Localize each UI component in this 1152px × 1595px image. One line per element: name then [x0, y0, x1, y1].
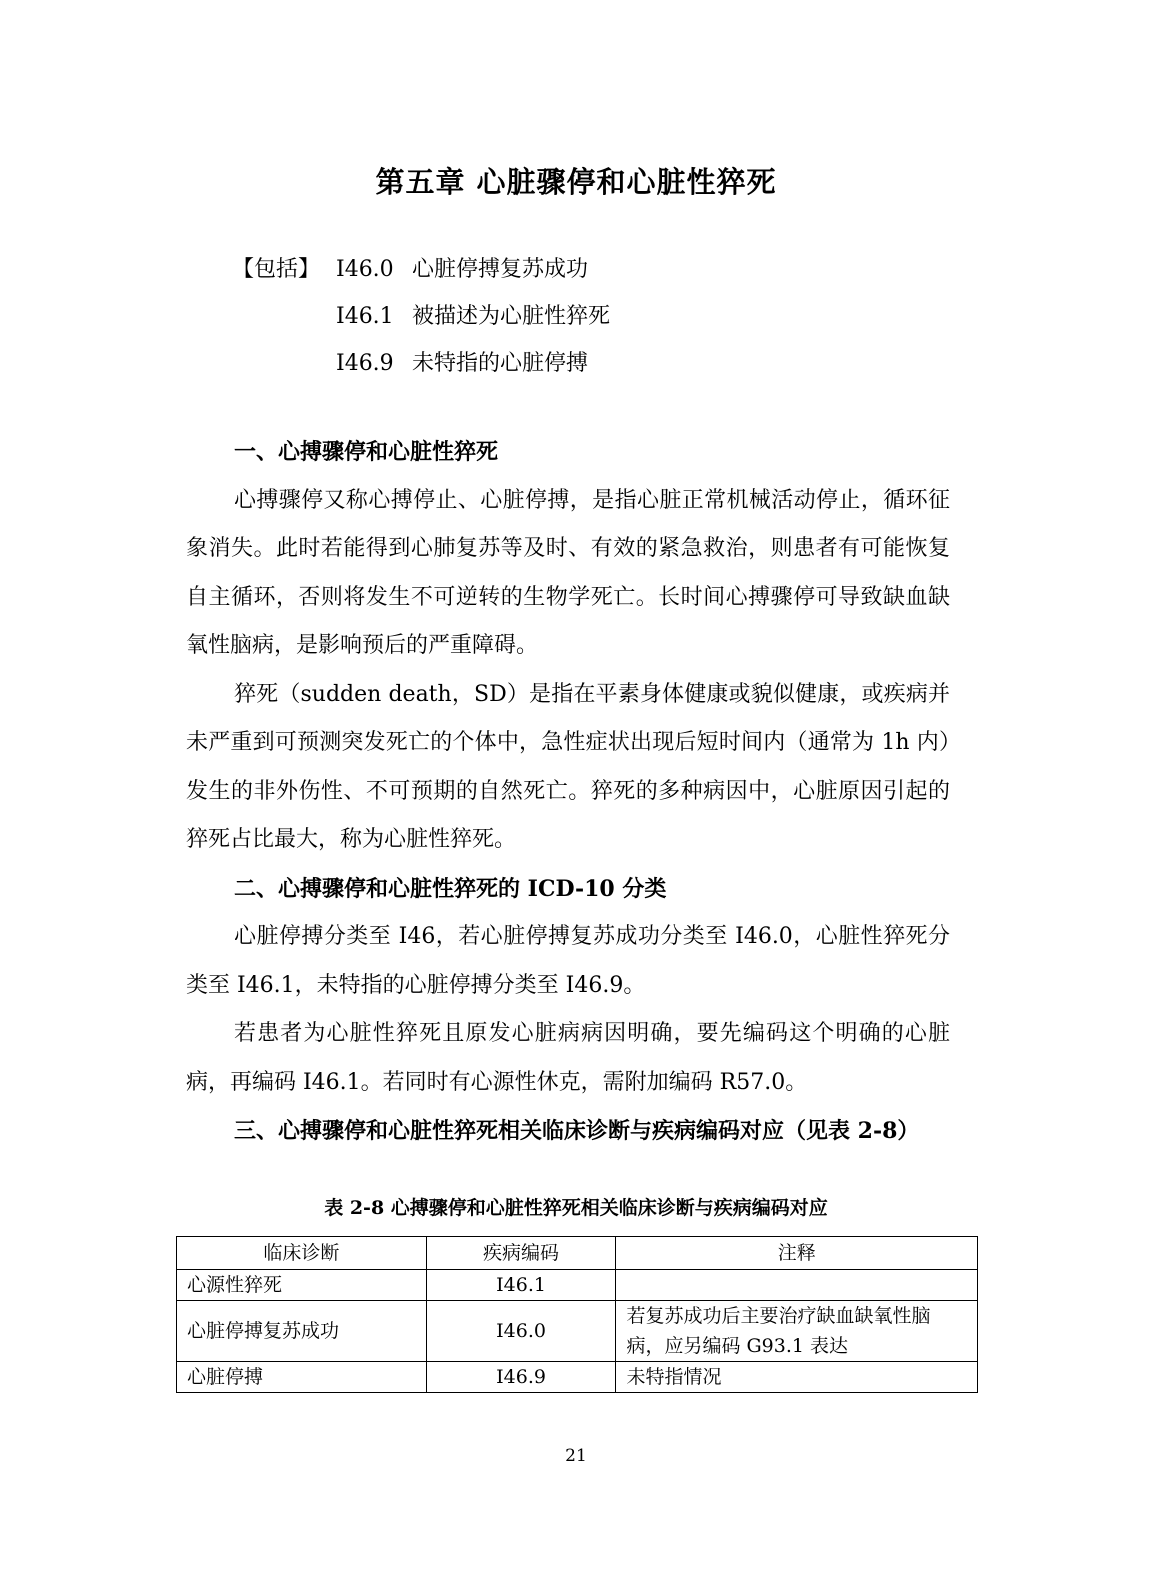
diagnosis-cell: 心源性猝死 [177, 1270, 427, 1301]
table-row [177, 1270, 978, 1301]
includes-row [232, 250, 610, 297]
body-content [186, 428, 950, 1156]
includes-code: I46.9 [336, 351, 394, 376]
paragraph: 若患者为心脏性猝死且原发心脏病病因明确，要先编码这个明确的心脏病，再编码 I46.1。若同时有心源性休克，需附加编码 R57.0。 [186, 1021, 950, 1095]
includes-code: I46.0 [336, 257, 394, 282]
section-heading: 二、心搏骤停和心脏性猝死的 ICD-10 分类 [234, 875, 667, 902]
includes-desc: 被描述为心脏性猝死 [412, 304, 611, 329]
includes-desc: 未特指的心脏停搏 [412, 351, 589, 376]
paragraph: 猝死（sudden death，SD）是指在平素身体健康或貌似健康，或疾病并未严重到可预测突发死亡的个体中，急性症状出现后短时间内（通常为 1h 内）发生的非外伤性、不可预期的自然死亡。猝死的多种病因中，心脏原因引起的猝死占比最大，称为心脏性猝死。 [186, 681, 950, 852]
page-number: 21 [565, 1446, 587, 1466]
paragraph: 心脏停搏分类至 I46，若心脏停搏复苏成功分类至 I46.0，心脏性猝死分类至 I46.1，未特指的心脏停搏分类至 I46.9。 [186, 924, 950, 998]
column-header: 临床诊断 [177, 1237, 427, 1270]
diagnosis-cell: 心脏停搏复苏成功 [177, 1301, 427, 1362]
table-caption: 表 2-8 心搏骤停和心脏性猝死相关临床诊断与疾病编码对应 [324, 1197, 828, 1219]
paragraph: 心搏骤停又称心搏停止、心脏停搏，是指心脏正常机械活动停止，循环征象消失。此时若能得到心肺复苏等及时、有效的紧急救治，则患者有可能恢复自主循环，否则将发生不可逆转的生物学死亡。长时间心搏骤停可导致缺血缺氧性脑病，是影响预后的严重障碍。 [186, 487, 950, 658]
includes-row [232, 297, 610, 344]
note-cell: 若复苏成功后主要治疗缺血缺氧性脑病，应另编码 G93.1 表达 [616, 1301, 978, 1362]
table-row [177, 1301, 978, 1362]
includes-code: I46.1 [336, 304, 394, 329]
note-cell: 未特指情况 [616, 1362, 978, 1393]
code-cell: I46.9 [426, 1362, 616, 1393]
includes-block [232, 250, 610, 391]
column-header: 注释 [616, 1237, 978, 1270]
includes-label: 【包括】 [232, 257, 321, 282]
table-header-row [177, 1237, 978, 1270]
includes-desc: 心脏停搏复苏成功 [412, 257, 589, 282]
table-row [177, 1362, 978, 1393]
section-heading: 三、心搏骤停和心脏性猝死相关临床诊断与疾病编码对应（见表 2-8） [234, 1118, 920, 1144]
includes-row [232, 344, 610, 391]
note-cell [616, 1270, 978, 1301]
column-header: 疾病编码 [426, 1237, 616, 1270]
icd-table [176, 1236, 978, 1393]
diagnosis-cell: 心脏停搏 [177, 1362, 427, 1393]
chapter-title: 第五章 心脏骤停和心脏性猝死 [375, 165, 777, 199]
section-heading: 一、心搏骤停和心脏性猝死 [234, 439, 499, 465]
code-cell: I46.1 [426, 1270, 616, 1301]
code-cell: I46.0 [426, 1301, 616, 1362]
